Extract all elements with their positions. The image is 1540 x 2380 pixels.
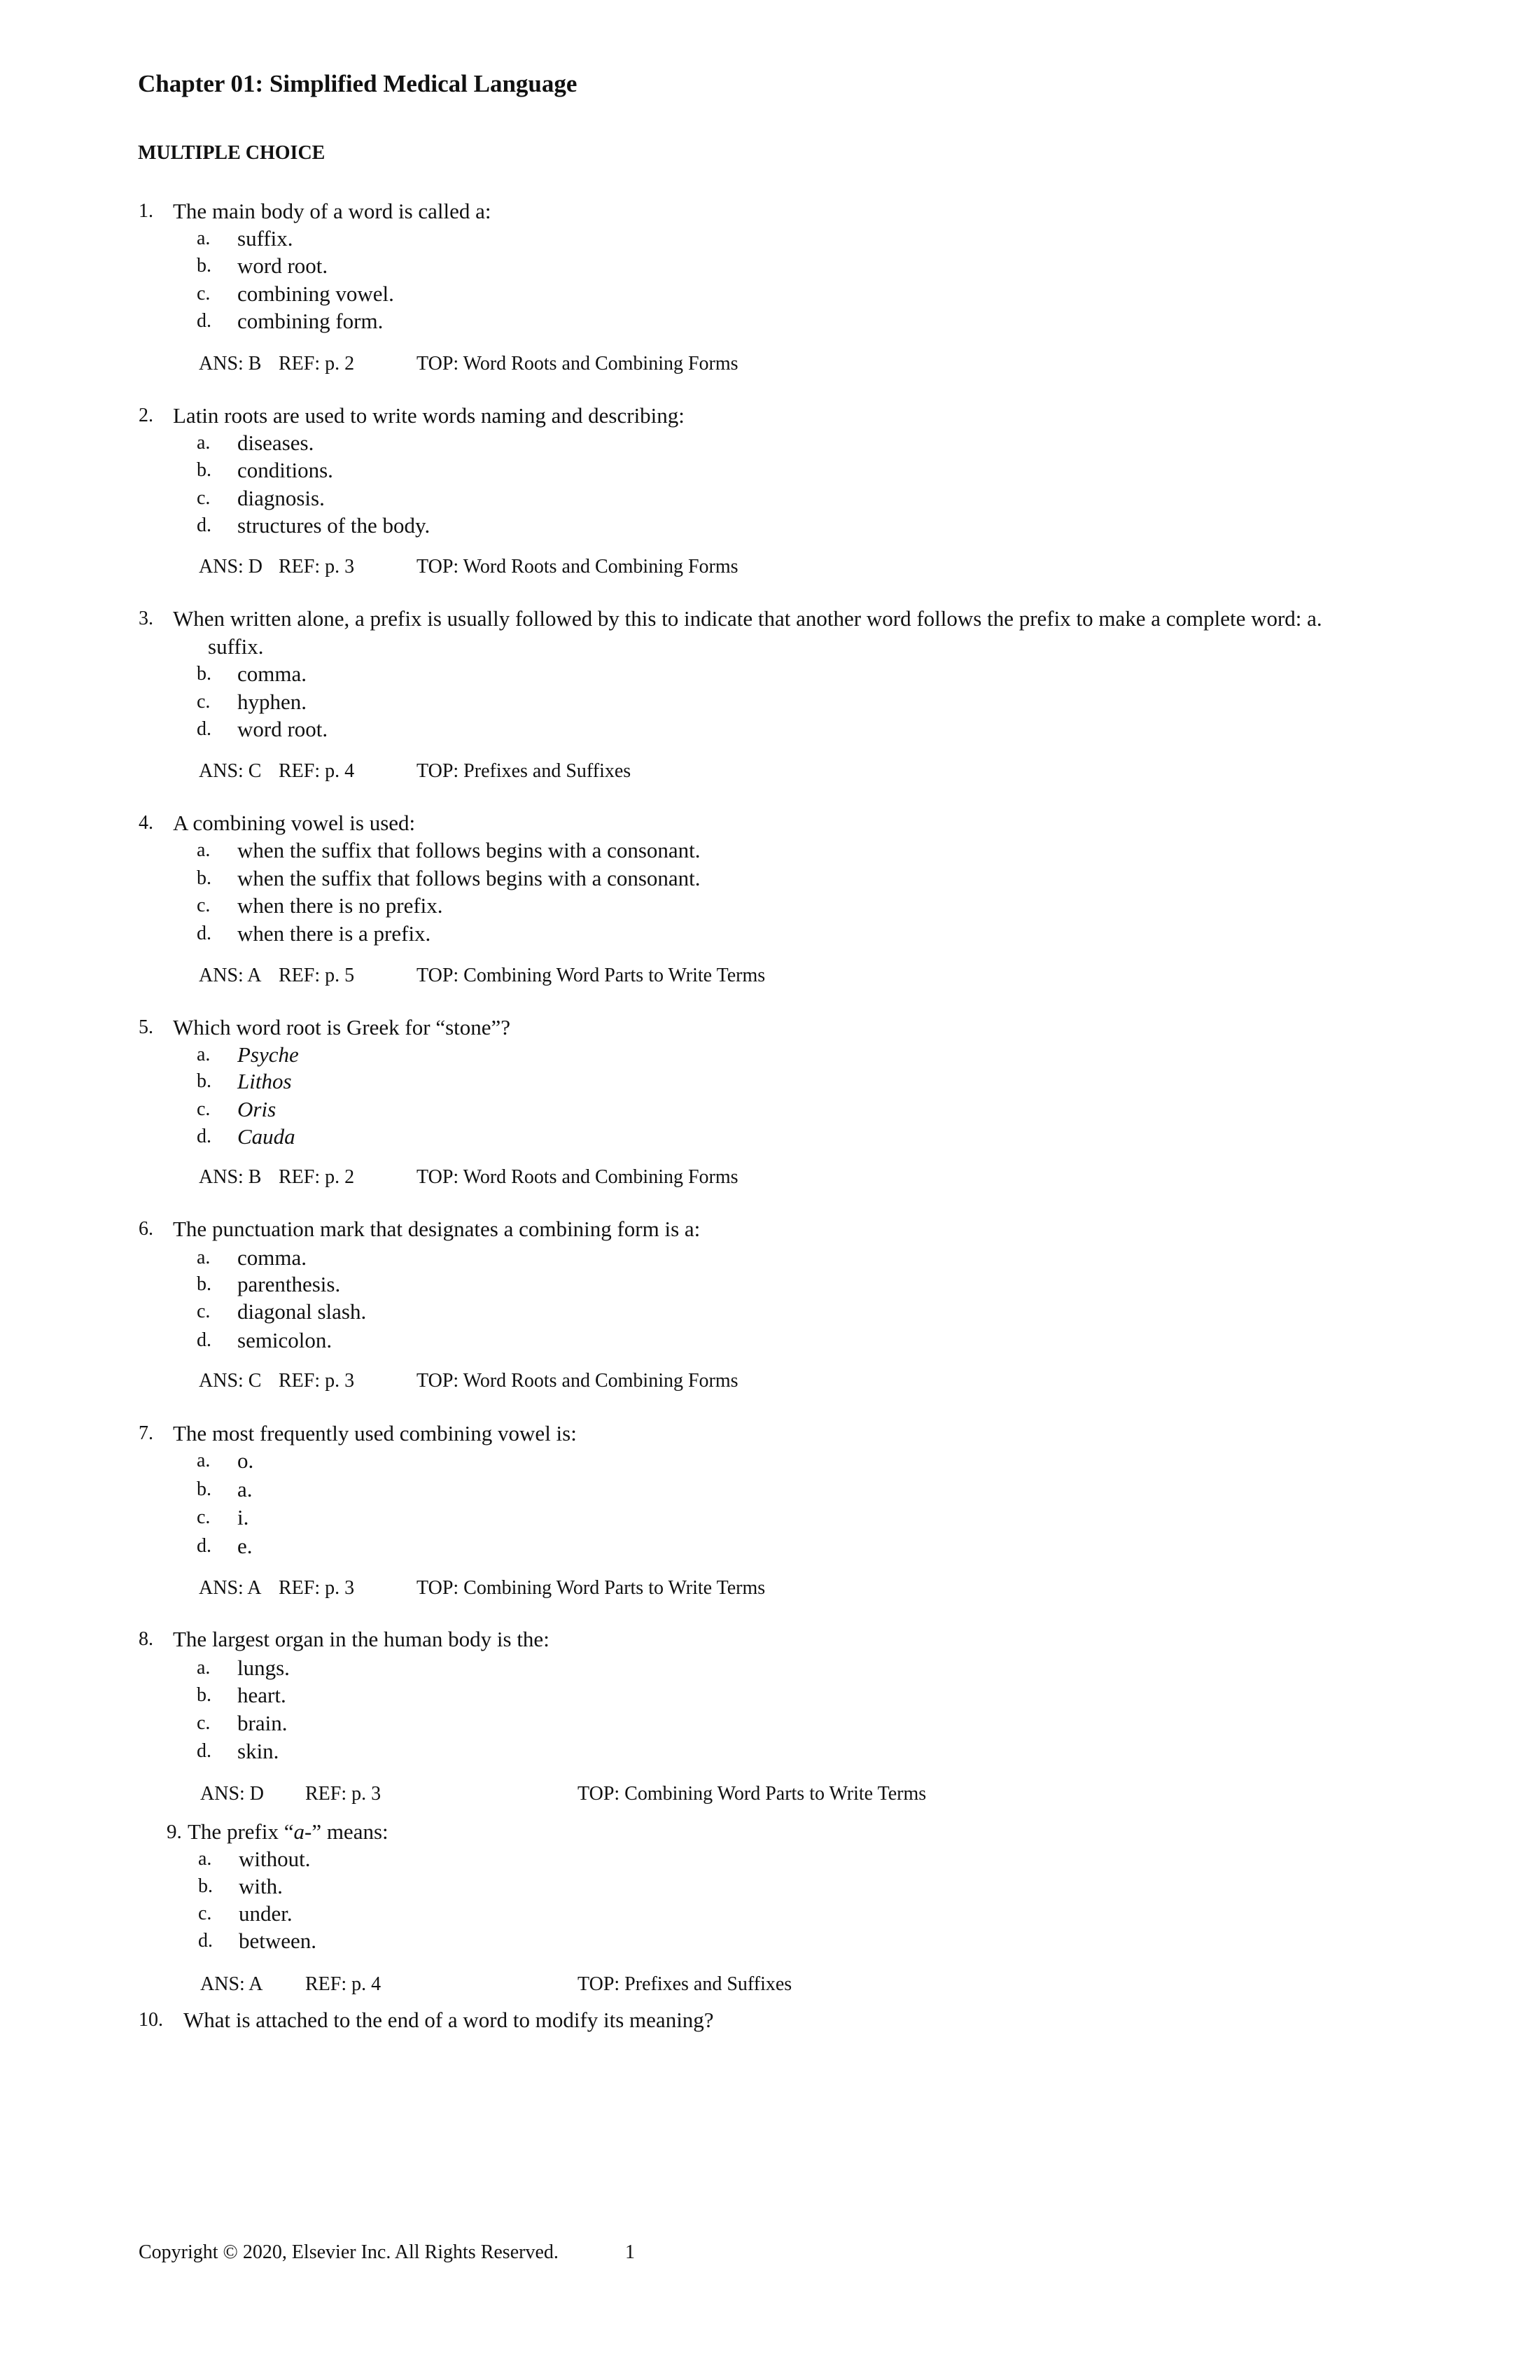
option-letter: b. <box>197 1478 211 1500</box>
option-text: Cauda <box>237 1124 295 1149</box>
option-letter: b. <box>197 867 211 889</box>
question-number: 10. <box>139 2009 163 2031</box>
topic: TOP: Word Roots and Combining Forms <box>416 353 738 374</box>
option-text: with. <box>239 1874 283 1898</box>
answer-key: ANS: A <box>199 965 262 986</box>
option-letter: b. <box>197 1273 211 1295</box>
option-letter: d. <box>197 514 211 536</box>
option-letter: d. <box>197 923 211 944</box>
option-letter: d. <box>197 1126 211 1147</box>
option-text: when there is a prefix. <box>237 921 431 946</box>
option-text: conditions. <box>237 458 333 482</box>
option-text: Oris <box>237 1097 276 1121</box>
reference: REF: p. 3 <box>279 1370 355 1392</box>
question-text: What is attached to the end of a word to modify its meaning? <box>183 2008 714 2032</box>
option-text: diagnosis. <box>237 486 325 510</box>
question-text: The main body of a word is called a: <box>173 199 491 223</box>
option-text: o. <box>237 1448 254 1473</box>
option-letter: b. <box>198 1875 213 1897</box>
section-heading: MULTIPLE CHOICE <box>138 142 326 164</box>
question-number: 3. <box>139 608 153 629</box>
option-letter: d. <box>197 1740 211 1762</box>
topic: TOP: Combining Word Parts to Write Terms <box>416 965 766 986</box>
question-number: 7. <box>139 1422 153 1444</box>
option-text: a. <box>237 1477 253 1502</box>
question-text-start: The prefix “ <box>188 1819 294 1844</box>
question-number: 1. <box>139 200 153 222</box>
copyright-footer: Copyright © 2020, Elsevier Inc. All Rights Reserved. <box>139 2241 559 2263</box>
option-letter: d. <box>197 310 211 332</box>
option-text: e. <box>237 1534 253 1558</box>
option-text: skin. <box>237 1739 279 1763</box>
option-letter: c. <box>197 1712 211 1734</box>
prefix-term: a- <box>293 1819 312 1844</box>
option-text: structures of the body. <box>237 513 430 538</box>
question-text: The punctuation mark that designates a combining form is a: <box>173 1217 701 1241</box>
option-letter: d. <box>197 1535 211 1557</box>
option-letter: b. <box>197 255 211 276</box>
answer-key: ANS: B <box>199 1166 262 1188</box>
question-number: 8. <box>139 1628 153 1650</box>
answer-key: ANS: C <box>199 760 262 782</box>
option-letter: d. <box>197 718 211 740</box>
page-number: 1 <box>625 2241 635 2263</box>
option-letter: c. <box>197 895 211 916</box>
option-letter: c. <box>197 487 211 509</box>
option-text: semicolon. <box>237 1328 332 1352</box>
option-text: without. <box>239 1847 311 1871</box>
question-number: 4. <box>139 812 153 834</box>
option-letter: a. <box>198 1848 212 1870</box>
option-letter: a. <box>197 1044 211 1065</box>
answer-key: ANS: D <box>200 1783 265 1805</box>
option-text: comma. <box>237 662 307 686</box>
option-letter: c. <box>197 691 211 713</box>
question-text: Which word root is Greek for “stone”? <box>173 1015 511 1040</box>
option-letter: a. <box>197 1450 211 1471</box>
answer-key: ANS: D <box>199 556 263 578</box>
option-letter: b. <box>197 1684 211 1706</box>
answer-key: ANS: C <box>199 1370 262 1392</box>
option-letter: b. <box>197 663 211 685</box>
reference: REF: p. 3 <box>279 1577 355 1599</box>
option-text: when the suffix that follows begins with a consonant. <box>237 838 701 862</box>
option-text: hyphen. <box>237 690 307 714</box>
answer-key: ANS: B <box>199 353 262 374</box>
reference: REF: p. 2 <box>279 353 355 374</box>
reference: REF: p. 2 <box>279 1166 355 1188</box>
chapter-title: Chapter 01: Simplified Medical Language <box>138 70 578 97</box>
reference: REF: p. 5 <box>279 965 355 986</box>
reference: REF: p. 3 <box>279 556 355 578</box>
option-letter: c. <box>198 1903 212 1924</box>
question-number: 5. <box>139 1016 153 1038</box>
option-text: under. <box>239 1901 293 1926</box>
question-text: A combining vowel is used: <box>173 811 416 835</box>
option-text: parenthesis. <box>237 1272 341 1296</box>
question-text: When written alone, a prefix is usually followed by this to indicate that another word follows the prefix to make a complete word: a. <box>173 606 1322 631</box>
option-text: suffix. <box>208 634 264 659</box>
option-text: Psyche <box>237 1042 299 1067</box>
topic: TOP: Combining Word Parts to Write Terms <box>416 1577 766 1599</box>
option-text: Lithos <box>237 1069 292 1093</box>
option-text: brain. <box>237 1711 288 1735</box>
reference: REF: p. 4 <box>305 1973 382 1995</box>
option-letter: c. <box>197 1506 211 1528</box>
option-letter: a. <box>197 432 211 454</box>
question-text: The largest organ in the human body is the: <box>173 1627 550 1651</box>
option-text: i. <box>237 1505 249 1530</box>
question-text: The most frequently used combining vowel is: <box>173 1421 577 1446</box>
option-text: combining form. <box>237 309 384 333</box>
question-text <box>188 1818 388 1846</box>
option-letter: b. <box>197 1070 211 1092</box>
topic: TOP: Word Roots and Combining Forms <box>416 1166 738 1188</box>
option-text: diagonal slash. <box>237 1299 367 1324</box>
option-letter: b. <box>197 459 211 481</box>
option-text: when there is no prefix. <box>237 893 443 918</box>
reference: REF: p. 3 <box>305 1783 382 1805</box>
option-letter: c. <box>197 1301 211 1322</box>
option-letter: c. <box>197 283 211 304</box>
topic: TOP: Prefixes and Suffixes <box>416 760 631 782</box>
option-letter: d. <box>198 1930 213 1952</box>
answer-key: ANS: A <box>199 1577 262 1599</box>
reference: REF: p. 4 <box>279 760 355 782</box>
option-text: heart. <box>237 1683 286 1707</box>
option-text: diseases. <box>237 430 314 455</box>
option-text: word root. <box>237 253 328 278</box>
option-letter: a. <box>197 227 211 249</box>
option-text: comma. <box>237 1245 307 1270</box>
option-text: suffix. <box>237 226 293 251</box>
option-text: when the suffix that follows begins with a consonant. <box>237 866 701 890</box>
option-text: word root. <box>237 717 328 741</box>
option-letter: a. <box>197 839 211 861</box>
question-number: 6. <box>139 1218 153 1240</box>
topic: TOP: Prefixes and Suffixes <box>578 1973 792 1995</box>
question-text-end: ” means: <box>312 1819 388 1844</box>
answer-key: ANS: A <box>200 1973 263 1995</box>
option-text: combining vowel. <box>237 281 394 306</box>
option-text: lungs. <box>237 1656 290 1680</box>
topic: TOP: Combining Word Parts to Write Terms <box>578 1783 927 1805</box>
question-number: 2. <box>139 405 153 426</box>
option-letter: d. <box>197 1329 211 1351</box>
option-letter: a. <box>197 1657 211 1679</box>
topic: TOP: Word Roots and Combining Forms <box>416 556 738 578</box>
question-text: Latin roots are used to write words naming and describing: <box>173 403 685 428</box>
topic: TOP: Word Roots and Combining Forms <box>416 1370 738 1392</box>
option-text: between. <box>239 1928 317 1953</box>
question-number: 9. <box>167 1821 182 1843</box>
option-letter: a. <box>197 1247 211 1268</box>
option-letter: c. <box>197 1098 211 1120</box>
